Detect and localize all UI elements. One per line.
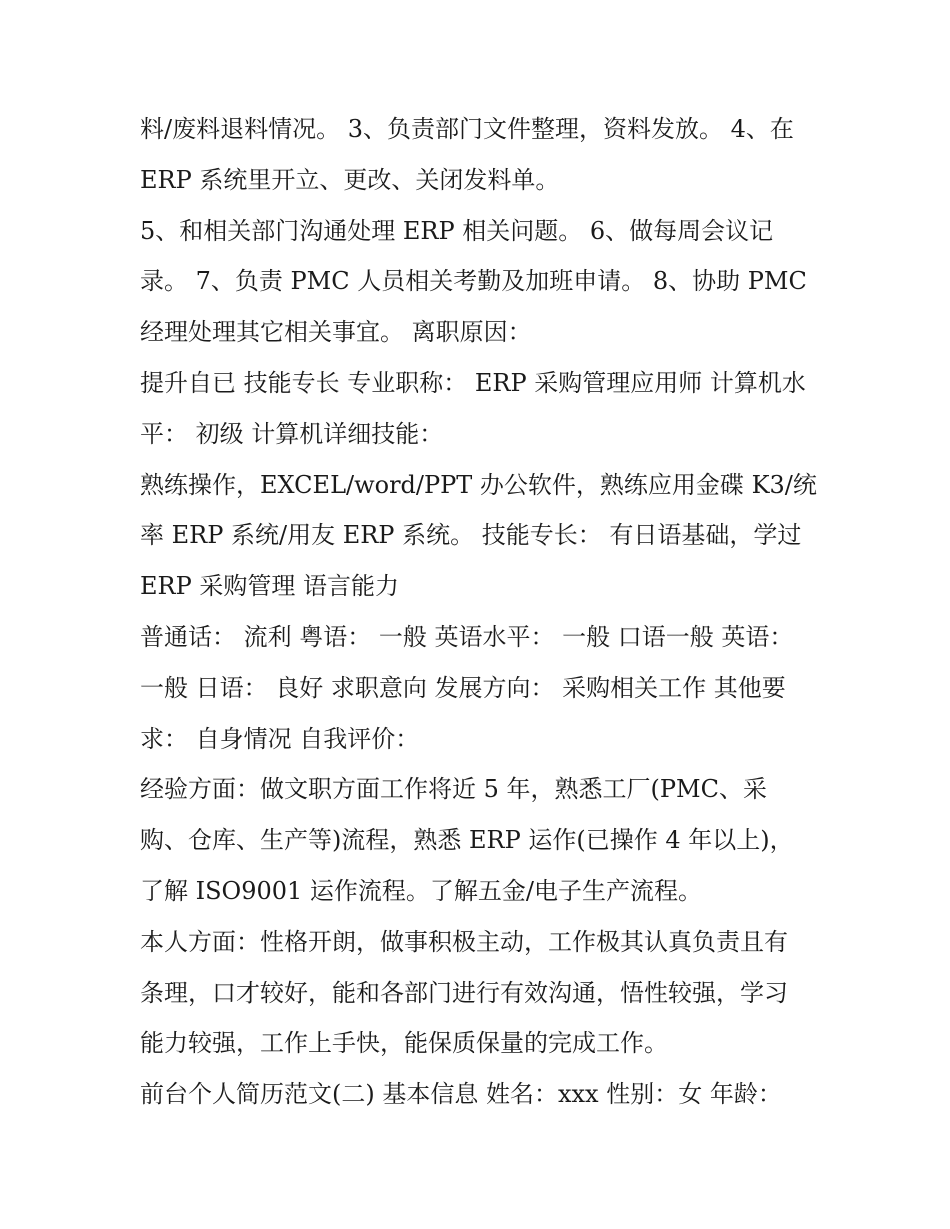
text-line: 提升自已 技能专长 专业职称： ERP 采购管理应用师 计算机水: [140, 368, 806, 397]
text-line: 本人方面：性格开朗，做事积极主动，工作极其认真负责且有: [140, 927, 788, 956]
text-line: ERP 系统里开立、更改、关闭发料单。: [140, 165, 560, 194]
text-line: 求： 自身情况 自我评价：: [140, 724, 420, 753]
document-body: [140, 104, 820, 1120]
text-line: 料/废料退料情况。 3、负责部门文件整理，资料发放。 4、在: [140, 115, 794, 143]
text-line: 普通话： 流利 粤语： 一般 英语水平： 一般 口语一般 英语：: [140, 622, 794, 651]
text-line: 能力较强，工作上手快，能保质保量的完成工作。: [140, 1029, 668, 1058]
text-line: 5、和相关部门沟通处理 ERP 相关问题。 6、做每周会议记: [140, 216, 774, 245]
text-line: ERP 采购管理 语言能力: [140, 572, 399, 601]
text-line: 熟练操作，EXCEL/word/PPT 办公软件，熟练应用金碟 K3/统: [140, 470, 817, 499]
text-line: 前台个人简历范文(二) 基本信息 姓名：xxx 性别：女 年龄：: [140, 1080, 782, 1109]
text-line: 经验方面：做文职方面工作将近 5 年，熟悉工厂(PMC、采: [140, 775, 767, 804]
text-line: 了解 ISO9001 运作流程。了解五金/电子生产流程。: [140, 876, 703, 905]
text-line: 一般 日语： 良好 求职意向 发展方向： 采购相关工作 其他要: [140, 673, 786, 702]
text-line: 率 ERP 系统/用友 ERP 系统。 技能专长： 有日语基础，学过: [140, 521, 802, 550]
text-line: 经理处理其它相关事宜。 离职原因：: [140, 318, 532, 347]
text-line: 条理，口才较好，能和各部门进行有效沟通，悟性较强，学习: [140, 978, 788, 1007]
text-line: 录。 7、负责 PMC 人员相关考勤及加班申请。 8、协助 PMC: [140, 267, 807, 296]
text-line: 平： 初级 计算机详细技能：: [140, 419, 444, 448]
text-line: 购、仓库、生产等)流程，熟悉 ERP 运作(已操作 4 年以上)，: [140, 826, 794, 855]
